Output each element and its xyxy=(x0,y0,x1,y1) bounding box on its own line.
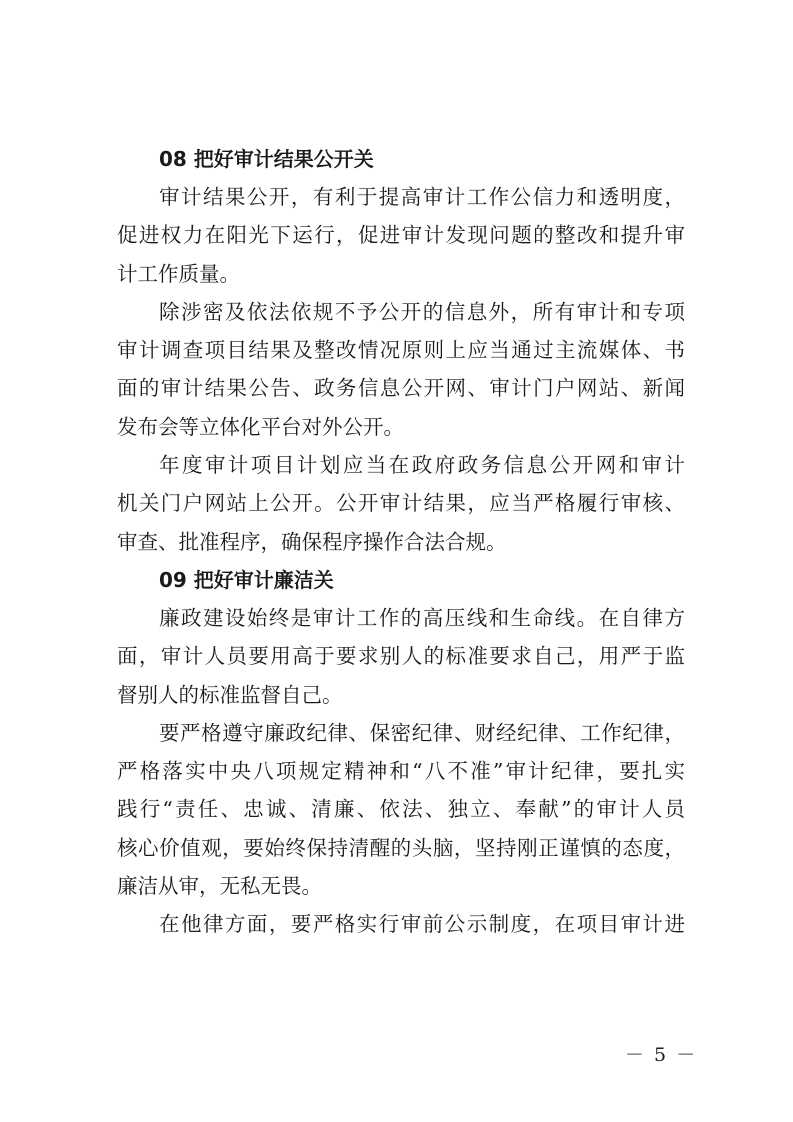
text-line: 审计结果公开，有利于提高审计工作公信力和透明度， xyxy=(159,185,685,209)
text-line: 促进权力在阳光下运行，促进审计发现问题的整改和提升审 xyxy=(117,223,685,248)
paragraph xyxy=(117,599,685,714)
text-line: 除涉密及依法依规不予公开的信息外，所有审计和专项 xyxy=(159,299,685,324)
text-line: 计工作质量。 xyxy=(117,261,240,286)
page-number: － 5 － xyxy=(625,1044,698,1066)
text-line: 审查、批准程序，确保程序操作合法合规。 xyxy=(117,529,507,554)
text-line: 要严格遵守廉政纪律、保密纪律、财经纪律、工作纪律， xyxy=(159,720,685,745)
document-body xyxy=(117,140,685,944)
text-line: 面，审计人员要用高于要求别人的标准要求自己，用严于监 xyxy=(117,644,685,669)
paragraph xyxy=(117,905,685,943)
section-heading: 08 把好审计结果公开关 xyxy=(159,147,374,171)
text-line: 核心价值观，要始终保持清醒的头脑，坚持刚正谨慎的态度， xyxy=(117,835,685,860)
paragraph xyxy=(117,178,685,293)
text-line: 督别人的标准监督自己。 xyxy=(117,682,343,707)
section-heading: 09 把好审计廉洁关 xyxy=(159,567,334,592)
text-line: 严格落实中央八项规定精神和“八不准”审计纪律，要扎实 xyxy=(117,759,685,784)
section-09 xyxy=(117,561,685,944)
text-line: 发布会等立体化平台对外公开。 xyxy=(117,414,404,439)
text-line: 在他律方面，要严格实行审前公示制度，在项目审计进 xyxy=(159,912,685,937)
text-line: 践行“责任、忠诚、清廉、依法、独立、奉献”的审计人员 xyxy=(117,797,685,822)
text-line: 面的审计结果公告、政务信息公开网、审计门户网站、新闻 xyxy=(117,376,685,401)
paragraph xyxy=(117,714,685,905)
paragraph xyxy=(117,293,685,446)
text-line: 机关门户网站上公开。公开审计结果，应当严格履行审核、 xyxy=(117,491,685,516)
text-line: 廉洁从审，无私无畏。 xyxy=(117,874,322,899)
text-line: 年度审计项目计划应当在政府政务信息公开网和审计 xyxy=(159,453,685,478)
text-line: 审计调查项目结果及整改情况原则上应当通过主流媒体、书 xyxy=(117,338,685,363)
paragraph xyxy=(117,446,685,561)
text-line: 廉政建设始终是审计工作的高压线和生命线。在自律方 xyxy=(159,605,685,630)
section-08 xyxy=(117,140,685,561)
